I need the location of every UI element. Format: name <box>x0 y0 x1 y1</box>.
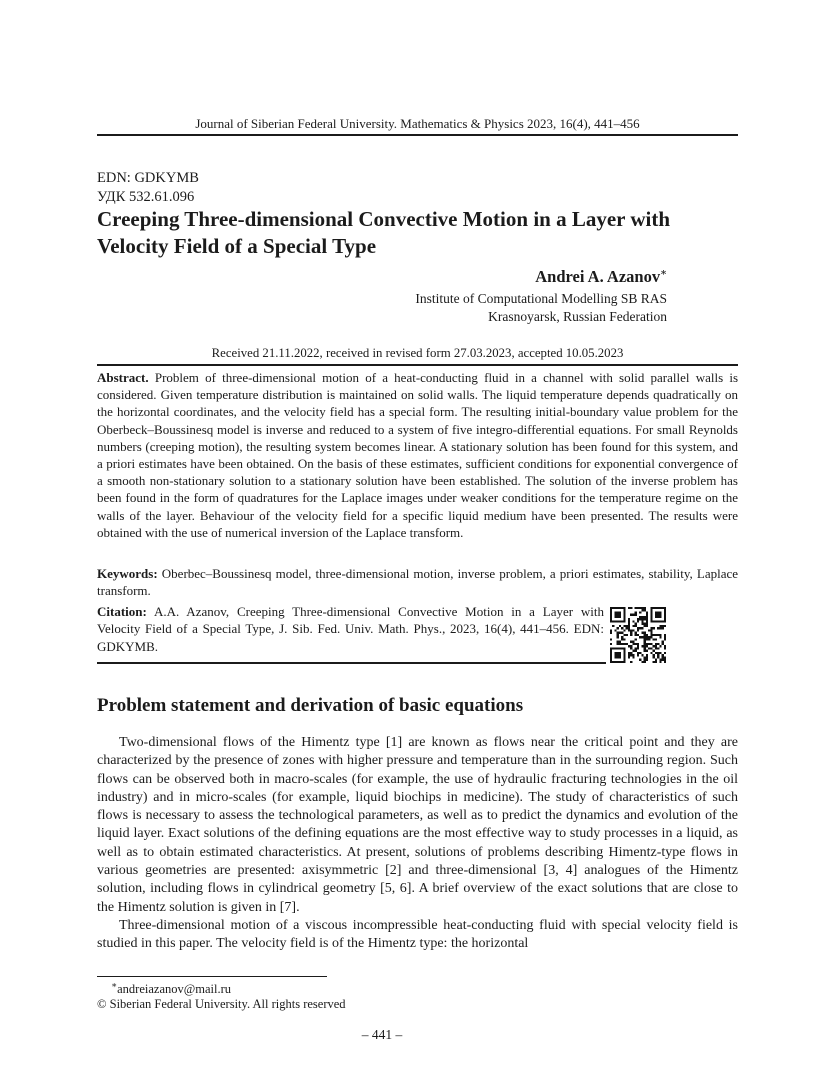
abstract-label: Abstract. <box>97 370 149 385</box>
affiliation-line-2: Krasnoyarsk, Russian Federation <box>488 308 667 324</box>
author-footnote-mark: ∗ <box>660 267 667 279</box>
affiliation-line-1: Institute of Computational Modelling SB RAS <box>415 291 667 306</box>
abstract-rule <box>97 364 738 366</box>
received-dates-line: Received 21.11.2022, received in revised form 27.03.2023, accepted 10.05.2023 <box>211 346 624 360</box>
udk-line: УДК 532.61.096 <box>97 189 195 205</box>
copyright-line: © Siberian Federal University. All rights reserved <box>97 997 346 1011</box>
header-rule <box>97 134 738 136</box>
qr-code <box>610 607 666 663</box>
abstract-paragraph <box>97 369 738 541</box>
page-number: – 441 – <box>361 1027 403 1042</box>
edn-line: EDN: GDKYMB <box>97 170 199 186</box>
footnote-rule <box>97 976 327 977</box>
citation-paragraph <box>97 603 604 655</box>
body-text <box>97 734 738 954</box>
footnote-mark: ∗ <box>111 980 118 990</box>
abstract-text: Problem of three-dimensional motion of a heat-conducting fluid in a channel with solid parallel walls is considered. Given temperature distribution is maintained on solid walls. The liquid temperature depends quadratically on the horizontal coordinates, and the velocity field has a special form. The resulting initial-boundary value problem for the Oberbeck–Boussinesq model is inverse and reduced to a system of five integro-differential equations. For small Reynolds numbers (creeping motion), the resulting system becomes linear. A stationary solution has been found for this system, and a priori estimates have been obtained. On the basis of these estimates, sufficient conditions for exponential convergence of a smooth non-stationary solution to a stationary solution have been established. The solution of the inverse problem has been found in the form of quadratures for the Laplace images under weaker conditions for the temperature regime on the walls of the layer. Behaviour of the velocity field for a specific liquid medium have been presented. The results were obtained with the use of numerical inversion of the Laplace transform. <box>97 370 738 540</box>
citation-rule <box>97 662 606 664</box>
footnote-email-line <box>97 980 231 997</box>
keywords-text: Oberbec–Boussinesq model, three-dimensional motion, inverse problem, a priori estimates, stability, Laplace transform. <box>97 566 739 599</box>
running-head: Journal of Siberian Federal University. Mathematics & Physics 2023, 16(4), 441–456 <box>195 116 640 131</box>
body-paragraph-2: Three-dimensional motion of a viscous incompressible heat-conducting fluid with special velocity field is studied in this paper. The velocity field is of the Himentz type: the horizontal <box>97 917 738 952</box>
body-paragraph-1: Two-dimensional flows of the Himentz type [1] are known as flows near the critical point and they are characterized by the presence of zones with higher pressure and temperature than in the surrounding region. Such flows can be observed both in macro-scales (for example, the use of hydraulic fracturing technologies in the oil industry) and in micro-scales (for example, liquid biochips in medicine). The study of characteristics of such flows is necessary to assess the technological parameters, as well as to predict the dynamics and evolution of the liquid layer. Exact solutions of the defining equations are the most effective way to study processes in a liquid, as well as to obtain estimated characteristics. At present, solutions of problems describing Himentz-type flows in various geometries are presented: axisymmetric [2] and three-dimensional [3, 4] analogues of the Himentz solution, including flows in cylindrical geometry [5, 6]. A brief overview of the exact solutions that are close to the Himentz solution is given in [7]. <box>97 735 738 915</box>
keywords-paragraph <box>97 565 738 599</box>
author-name <box>97 267 667 287</box>
section-heading: Problem statement and derivation of basic equations <box>97 695 524 716</box>
article-title: Creeping Three-dimensional Convective Motion in a Layer with Velocity Field of a Special Type <box>97 207 671 258</box>
citation-label: Citation: <box>97 604 147 619</box>
author-block <box>97 267 667 325</box>
footnote-email: andreiazanov@mail.ru <box>117 982 232 997</box>
keywords-label: Keywords: <box>97 566 158 581</box>
author-name-text: Andrei A. Azanov <box>535 267 661 286</box>
citation-text: A.A. Azanov, Creeping Three-dimensional Convective Motion in a Layer with Velocity Field of a Special Type, J. Sib. Fed. Univ. Math. Phys., 2023, 16(4), 441–456. EDN: GDKYMB. <box>97 604 604 654</box>
